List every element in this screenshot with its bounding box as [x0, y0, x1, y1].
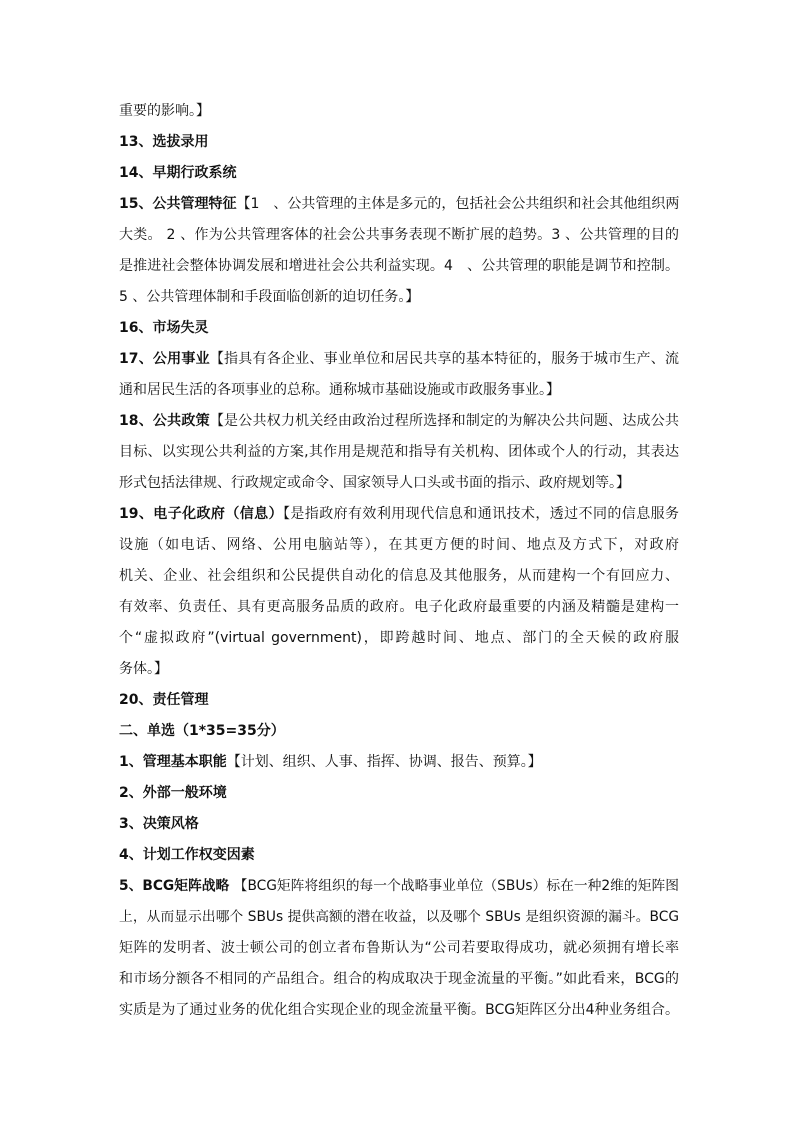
- text-line-21: 1、管理基本职能【计划、组织、人事、指挥、协调、报告、预算。】: [119, 754, 542, 770]
- text-line-4: 大类。 2 、作为公共管理客体的社会公共事务表现不断扩展的趋势。3 、公共管理的目的: [119, 227, 679, 243]
- text-line-12: 形式包括法律规、行政规定或命令、国家领导人口头或书面的指示、政府规划等。】: [119, 475, 630, 491]
- text-line-10: 18、公共政策【是公共权力机关经由政治过程所选择和制定的为解决公共问题、达成公共: [119, 413, 679, 429]
- text-line-29: 实质是为了通过业务的优化组合实现企业的现金流量平衡。BCG矩阵区分出4种业务组合。: [119, 1002, 679, 1018]
- text-line-16: 有效率、负责任、具有更高服务品质的政府。电子化政府最重要的内涵及精髓是建构一: [119, 599, 679, 615]
- text-line-0: 重要的影响。】: [119, 103, 210, 119]
- text-line-25: 5、BCG矩阵战略 【BCG矩阵将组织的每一个战略事业单位（SBUs）标在一种2维的矩阵图: [119, 878, 679, 894]
- text-line-1: 13、选拔录用: [119, 134, 209, 150]
- text-line-11: 目标、以实现公共利益的方案,其作用是规范和指导有关机构、团体或个人的行动，其表达: [119, 444, 679, 460]
- text-line-24: 4、计划工作权变因素: [119, 847, 255, 863]
- text-line-6: 5 、公共管理体制和手段面临创新的迫切任务。】: [119, 289, 420, 305]
- text-line-9: 通和居民生活的各项事业的总称。通称城市基础设施或市政服务事业。】: [119, 382, 560, 398]
- text-line-18: 务体。】: [119, 661, 168, 677]
- text-line-27: 矩阵的发明者、波士顿公司的创立者布鲁斯认为“公司若要取得成功，就必须拥有增长率: [119, 940, 679, 956]
- text-line-8: 17、公用事业【指具有各企业、事业单位和居民共享的基本特征的，服务于城市生产、流: [119, 351, 679, 367]
- text-line-22: 2、外部一般环境: [119, 785, 227, 801]
- text-line-19: 20、责任管理: [119, 692, 209, 708]
- text-line-2: 14、早期行政系统: [119, 165, 237, 181]
- text-line-17: 个“虚拟政府”(virtual government)，即跨越时间、地点、部门的全天候的政府服: [119, 630, 679, 646]
- text-line-23: 3、决策风格: [119, 816, 199, 832]
- text-line-26: 上，从而显示出哪个 SBUs 提供高额的潜在收益，以及哪个 SBUs 是组织资源的漏斗。BCG: [119, 909, 679, 925]
- text-line-3: 15、公共管理特征【1 、公共管理的主体是多元的，包括社会公共组织和社会其他组织两: [119, 196, 679, 212]
- text-line-15: 机关、企业、社会组织和公民提供自动化的信息及其他服务，从而建构一个有回应力、: [119, 568, 679, 584]
- text-line-5: 是推进社会整体协调发展和增进社会公共利益实现。4 、公共管理的职能是调节和控制。: [119, 258, 679, 274]
- text-line-20: 二、单选（1*35=35分）: [119, 723, 285, 739]
- text-line-28: 和市场分额各不相同的产品组合。组合的构成取决于现金流量的平衡。”如此看来，BCG的: [119, 971, 679, 987]
- document-page: [119, 96, 679, 1026]
- text-line-14: 设施（如电话、网络、公用电脑站等），在其更方便的时间、地点及方式下，对政府: [119, 537, 679, 553]
- text-line-13: 19、电子化政府（信息）【是指政府有效利用现代信息和通讯技术，透过不同的信息服务: [119, 506, 679, 522]
- text-line-7: 16、市场失灵: [119, 320, 209, 336]
